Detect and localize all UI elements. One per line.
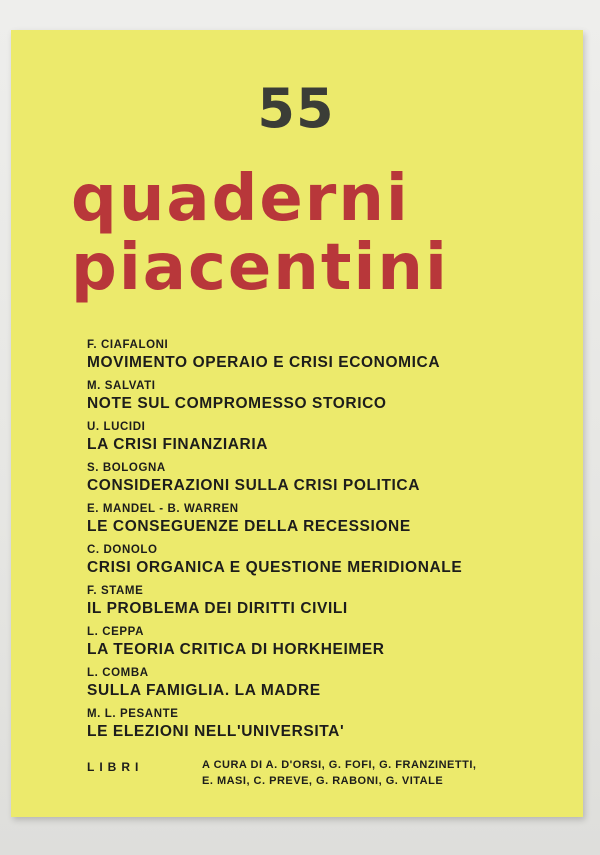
entry-title: LE ELEZIONI NELL'UNIVERSITA' xyxy=(87,723,345,740)
title-line-1: quaderni xyxy=(71,162,410,236)
entry-title: MOVIMENTO OPERAIO E CRISI ECONOMICA xyxy=(87,354,441,371)
entry-title: IL PROBLEMA DEI DIRITTI CIVILI xyxy=(87,600,348,617)
editors-credit xyxy=(202,757,476,789)
entry-author: F. STAME xyxy=(87,585,144,597)
libri-label: LIBRI xyxy=(87,760,144,774)
contents-entry xyxy=(87,461,557,502)
contents-entry xyxy=(87,420,557,461)
contents-entry xyxy=(87,543,557,584)
title-line-2: piacentini xyxy=(71,231,449,305)
entry-title: LE CONSEGUENZE DELLA RECESSIONE xyxy=(87,518,411,535)
entry-author: L. COMBA xyxy=(87,667,149,679)
entry-author: F. CIAFALONI xyxy=(87,339,169,351)
entry-author: L. CEPPA xyxy=(87,626,144,638)
entry-title: NOTE SUL COMPROMESSO STORICO xyxy=(87,395,387,412)
editors-line-1: A CURA DI A. D'ORSI, G. FOFI, G. FRANZINETTI, xyxy=(202,759,477,771)
entry-title: LA TEORIA CRITICA DI HORKHEIMER xyxy=(87,641,385,658)
contents-entry xyxy=(87,707,557,748)
issue-number: 55 xyxy=(257,77,335,140)
table-of-contents xyxy=(87,338,557,748)
entry-title: SULLA FAMIGLIA. LA MADRE xyxy=(87,682,321,699)
entry-title: CONSIDERAZIONI SULLA CRISI POLITICA xyxy=(87,477,421,494)
entry-author: M. L. PESANTE xyxy=(87,708,179,720)
entry-title: LA CRISI FINANZIARIA xyxy=(87,436,269,453)
editors-line-2: E. MASI, C. PREVE, G. RABONI, G. VITALE xyxy=(202,775,444,787)
magazine-title xyxy=(71,162,449,305)
contents-entry xyxy=(87,379,557,420)
contents-entry xyxy=(87,338,557,379)
entry-author: M. SALVATI xyxy=(87,380,156,392)
entry-title: CRISI ORGANICA E QUESTIONE MERIDIONALE xyxy=(87,559,463,576)
contents-entry xyxy=(87,502,557,543)
entry-author: S. BOLOGNA xyxy=(87,462,166,474)
entry-author: E. MANDEL - B. WARREN xyxy=(87,503,239,515)
entry-author: U. LUCIDI xyxy=(87,421,146,433)
entry-author: C. DONOLO xyxy=(87,544,158,556)
contents-entry xyxy=(87,625,557,666)
contents-entry xyxy=(87,666,557,707)
contents-entry xyxy=(87,584,557,625)
